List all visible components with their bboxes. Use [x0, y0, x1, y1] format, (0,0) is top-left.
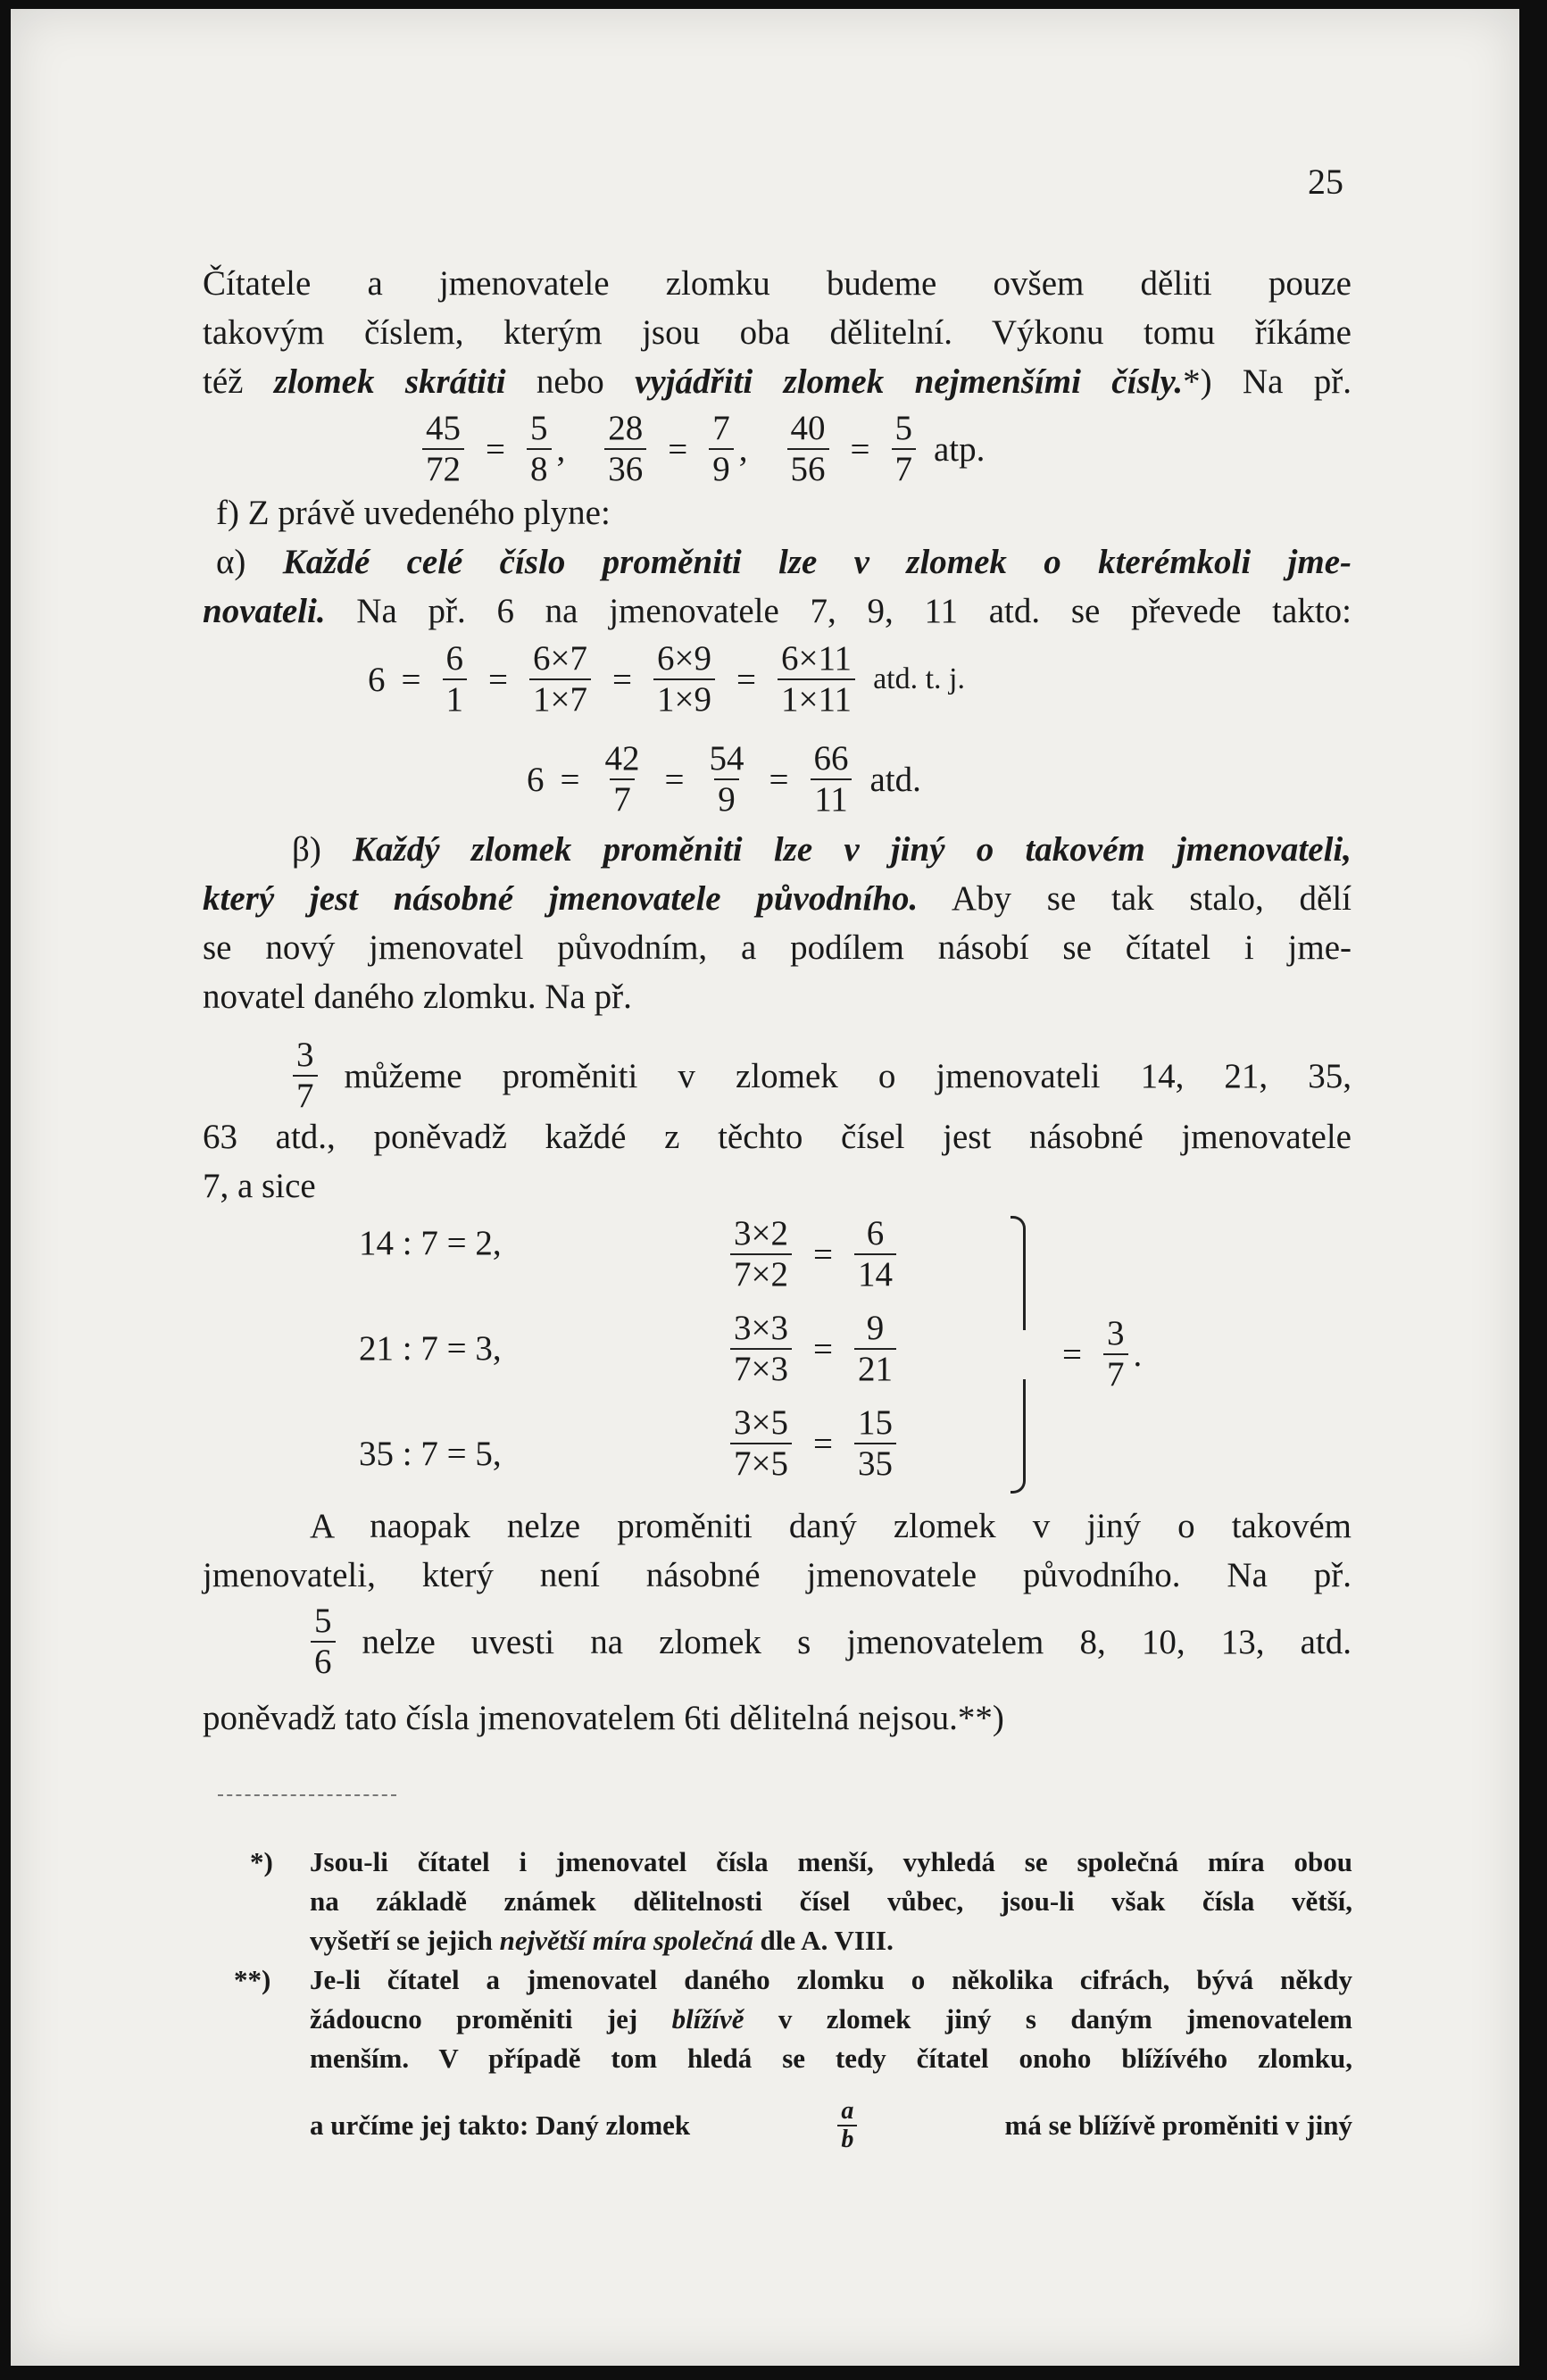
- paragraph-multiples: [203, 1112, 1352, 1211]
- term-nejmensimi-cisly: vyjádřiti zlomek nejmenšími čísly.: [635, 362, 1184, 401]
- text-line: takovým číslem, kterým jsou oba dělitelní. Výkonu tomu říkáme: [203, 313, 1352, 352]
- conversion-row: $\frac{3\times 2}{7\times 2}$ = $\frac{6}{14}$: [725, 1214, 902, 1294]
- equation-row-six: 6 = $\frac{6}{1}$ = $\frac{6\times 7}{1\times 7}$ = $\frac{6\times 9}{1\times 9}$ = $\frac{6\times 11}{1\times 11}$ atd. t. j.: [368, 639, 965, 719]
- text-line: se nový jmenovatel původním, a podílem násobí se čítatel i jme-: [203, 928, 1352, 967]
- page-number: 25: [1308, 162, 1343, 202]
- conversion-result: = $\frac{3}{7}$ .: [1062, 1314, 1143, 1394]
- conversion-row: $\frac{3\times 5}{7\times 5}$ = $\frac{15}{35}$: [725, 1403, 902, 1484]
- term-blizive: blížívě: [671, 2003, 744, 2035]
- brace-upper: [1011, 1216, 1026, 1330]
- footnote-2-last-line: a určíme jej takto: Daný zlomek $\frac{a}{b}$ má se blížívě proměniti v jiný: [310, 2097, 1352, 2153]
- paragraph-conclusion: [203, 1693, 1352, 1743]
- footnote-2: Je-li čítatel a jmenovatel daného zlomku o několika cifrách, bývá někdy žádoucno proměniti jej blížívě v zlomek jiný s daným jmenovatelem menším. V případě tom hledá se tedy čítatel onoho blížívého zlomku,: [310, 1964, 1352, 2074]
- f-heading: f) Z právě uvedeného plyne:: [216, 494, 611, 532]
- fraction: $\frac{66}{11}$: [811, 739, 853, 820]
- conversion-row: $\frac{3\times 3}{7\times 3}$ = $\frac{9}{21}$: [725, 1309, 902, 1389]
- footnote-1: Jsou-li čítatel i jmenovatel čísla menší, vyhledá se společná míra obou na základě známek dělitelnosti čísel vůbec, jsou-li však čísla větší, vyšetří se jejich největší míra společná dle A. VIII.: [310, 1846, 1352, 1956]
- fraction: $\frac{28}{36}$: [604, 409, 646, 489]
- paragraph-intro: [203, 259, 1352, 406]
- text-line: β) Každý zlomek proměniti lze v jiný o takovém jmenovateli,: [292, 830, 1352, 869]
- fraction: $\frac{5}{8}$: [527, 409, 552, 489]
- fraction: $\frac{9}{21}$: [854, 1309, 896, 1389]
- book-page: [11, 9, 1519, 2366]
- fraction: $\frac{a}{b}$: [837, 2098, 857, 2153]
- text-line: 63 atd., poněvadž každé z těchto čísel jest násobné jmenovatele: [203, 1118, 1352, 1156]
- text-line: novatel daného zlomku. Na př.: [203, 978, 632, 1016]
- text-line: 7, a sice: [203, 1167, 316, 1205]
- fraction: $\frac{6\times 9}{1\times 9}$: [653, 639, 715, 720]
- footnote-marker: *): [250, 1846, 273, 1877]
- fraction-line-five-sixths: $\frac{5}{6}$ nelze uvesti na zlomek s jmenovatelem 8, 10, 13, atd.: [305, 1602, 1352, 1682]
- text-line: který jest násobné jmenovatele původního. Aby se tak stalo, dělí: [203, 879, 1352, 918]
- footnote-marker: **): [234, 1964, 271, 1995]
- fraction: $\frac{6}{14}$: [854, 1214, 896, 1294]
- fraction: $\frac{5}{6}$: [311, 1602, 336, 1682]
- division-row: 35 : 7 = 5,: [359, 1435, 502, 1473]
- text-line: poněvadž tato čísla jmenovatelem 6ti dělitelná nejsou.**): [203, 1699, 1004, 1737]
- fraction-line-three-sevenths: $\frac{3}{7}$ můžeme proměniti v zlomek o jmenovateli 14, 21, 35,: [287, 1036, 1352, 1116]
- text-line: α) Každé celé číslo proměniti lze v zlomek o kterémkoli jme-: [216, 543, 1352, 581]
- fraction: $\frac{3}{7}$: [1103, 1314, 1128, 1394]
- fraction: $\frac{3}{7}$: [293, 1036, 318, 1116]
- text-line: Čítatele a jmenovatele zlomku budeme ovšem děliti pouze: [203, 264, 1352, 303]
- term-zlomek-skratiti: zlomek skrátiti: [273, 362, 506, 401]
- equation-row-reduction: $\frac{45}{72}$ = $\frac{5}{8}$ , $\frac{28}{36}$ = $\frac{7}{9}$ , $\frac{40}{56}$ = $\frac{5}{7}$ atp.: [417, 409, 985, 489]
- fraction: $\frac{3\times 5}{7\times 5}$: [730, 1403, 792, 1484]
- division-row: 14 : 7 = 2,: [359, 1224, 502, 1262]
- text-line: jmenovateli, který není násobné jmenovatele původního. Na př.: [203, 1556, 1352, 1594]
- equation-row-six-values: 6 = $\frac{42}{7}$ = $\frac{54}{9}$ = $\frac{66}{11}$ atd.: [527, 739, 921, 819]
- brace-lower: [1011, 1379, 1026, 1494]
- fraction: $\frac{6\times 11}{1\times 11}$: [778, 639, 855, 720]
- fraction: $\frac{6\times 7}{1\times 7}$: [529, 639, 591, 720]
- fraction: $\frac{7}{9}$: [709, 409, 734, 489]
- fraction: $\frac{40}{56}$: [787, 409, 829, 489]
- fraction: $\frac{6}{1}$: [443, 639, 468, 720]
- term-nejvetsi-mira: největší míra společná: [499, 1925, 753, 1956]
- division-row: 21 : 7 = 3,: [359, 1329, 502, 1368]
- text-line: A naopak nelze proměniti daný zlomek v jiný o takovém: [310, 1507, 1352, 1545]
- paragraph-f-alpha: [203, 488, 1352, 636]
- text-line: novateli. Na př. 6 na jmenovatele 7, 9, 11 atd. se převede takto:: [203, 592, 1352, 630]
- fraction: $\frac{3\times 3}{7\times 3}$: [730, 1309, 792, 1389]
- text-line: též zlomek skrátiti nebo vyjádřiti zlomek nejmenšími čísly.*) Na př.: [203, 362, 1352, 401]
- paragraph-beta: [203, 825, 1352, 1021]
- paragraph-naopak: [203, 1502, 1352, 1600]
- fraction: $\frac{3\times 2}{7\times 2}$: [730, 1214, 792, 1294]
- footnote-separator: [218, 1794, 396, 1796]
- fraction: $\frac{45}{72}$: [422, 409, 464, 489]
- fraction: $\frac{5}{7}$: [892, 409, 917, 489]
- fraction: $\frac{54}{9}$: [709, 739, 744, 819]
- fraction: $\frac{15}{35}$: [854, 1403, 896, 1484]
- fraction: $\frac{42}{7}$: [604, 739, 640, 819]
